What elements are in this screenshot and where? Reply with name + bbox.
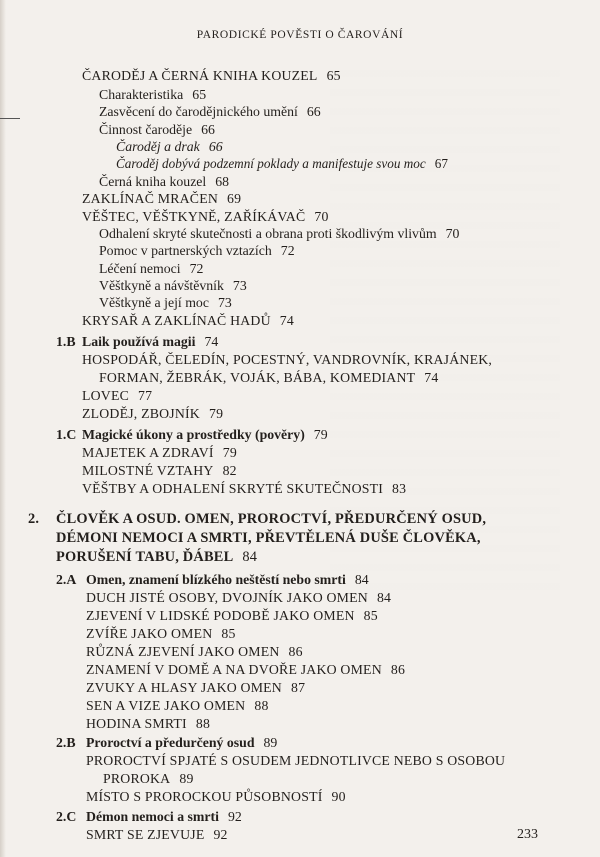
toc-entry: Černá kniha kouzel 68 bbox=[99, 174, 230, 189]
toc-entry: MILOSTNÉ VZTAHY 82 bbox=[82, 463, 237, 478]
toc-chapter-heading: DÉMONI NEMOCI A SMRTI, PŘEVTĚLENÁ DUŠE ČLOVĚKA, bbox=[56, 530, 481, 546]
toc-entry: HODINA SMRTI 88 bbox=[86, 716, 211, 731]
running-header: PARODICKÉ POVĚSTI O ČAROVÁNÍ bbox=[196, 29, 404, 41]
toc-entry: PROROKA 89 bbox=[103, 771, 194, 786]
toc-entry: VĚŠTEC, VĚŠTKYNĚ, ZAŘÍKÁVAČ 70 bbox=[82, 209, 329, 224]
toc-section-heading: 2.B Proroctví a předurčený osud 89 bbox=[56, 735, 278, 750]
toc-entry: VĚŠTBY A ODHALENÍ SKRYTÉ SKUTEČNOSTI 83 bbox=[82, 481, 407, 496]
toc-entry: MÍSTO S PROROCKOU PŮSOBNOSTÍ 90 bbox=[86, 789, 346, 804]
toc-entry: Léčení nemoci 72 bbox=[99, 261, 204, 276]
toc-entry: Zasvěcení do čarodějnického umění 66 bbox=[99, 104, 321, 119]
toc-section-heading: 2.A Omen, znamení blízkého neštěstí nebo smrti 84 bbox=[56, 572, 369, 587]
toc-chapter-heading: 2. ČLOVĚK A OSUD. OMEN, PROROCTVÍ, PŘEDURČENÝ OSUD, bbox=[28, 511, 487, 527]
toc-entry: Věštkyně a návštěvník 73 bbox=[99, 278, 247, 293]
toc-entry: FORMAN, ŽEBRÁK, VOJÁK, BÁBA, KOMEDIANT 74 bbox=[99, 370, 439, 385]
toc-entry: HOSPODÁŘ, ČELEDÍN, POCESTNÝ, VANDROVNÍK, KRAJÁNEK, bbox=[82, 352, 493, 367]
toc-entry: ZLODĚJ, ZBOJNÍK 79 bbox=[82, 406, 224, 421]
margin-rule bbox=[0, 118, 20, 119]
toc-entry: SMRT SE ZJEVUJE 92 bbox=[86, 827, 228, 842]
toc-section-heading: 1.C Magické úkony a prostředky (pověry) 79 bbox=[56, 427, 328, 442]
toc-entry: PROROCTVÍ SPJATÉ S OSUDEM JEDNOTLIVCE NEBO S OSOBOU bbox=[86, 753, 506, 768]
toc-entry: Charakteristika 65 bbox=[99, 87, 207, 102]
toc-entry: DUCH JISTÉ OSOBY, DVOJNÍK JAKO OMEN 84 bbox=[86, 590, 392, 605]
toc-entry: Pomoc v partnerských vztazích 72 bbox=[99, 243, 295, 258]
toc-entry: SEN A VIZE JAKO OMEN 88 bbox=[86, 698, 269, 713]
page-number: 233 bbox=[517, 827, 538, 842]
toc-chapter-heading: PORUŠENÍ TABU, ĎÁBEL 84 bbox=[56, 549, 258, 565]
toc-entry: ZNAMENÍ V DOMĚ A NA DVOŘE JAKO OMEN 86 bbox=[86, 662, 406, 677]
toc-entry: ZVÍŘE JAKO OMEN 85 bbox=[86, 626, 236, 641]
toc-section-heading: 2.C Démon nemoci a smrti 92 bbox=[56, 809, 242, 824]
toc-entry: MAJETEK A ZDRAVÍ 79 bbox=[82, 445, 237, 460]
toc-entry: RŮZNÁ ZJEVENÍ JAKO OMEN 86 bbox=[86, 644, 303, 659]
toc-section-heading: 1.B Laik používá magii 74 bbox=[56, 334, 219, 349]
toc-entry: LOVEC 77 bbox=[82, 388, 153, 403]
toc-entry: Věštkyně a její moc 73 bbox=[99, 295, 232, 310]
toc-entry: ZJEVENÍ V LIDSKÉ PODOBĚ JAKO OMEN 85 bbox=[86, 608, 378, 623]
toc-entry: ZVUKY A HLASY JAKO OMEN 87 bbox=[86, 680, 306, 695]
toc-entry: Odhalení skryté skutečnosti a obrana proti škodlivým vlivům 70 bbox=[99, 226, 460, 241]
toc-entry: Čaroděj a drak 66 bbox=[116, 139, 223, 154]
toc-entry: Činnost čaroděje 66 bbox=[99, 122, 215, 137]
page-edge-shadow bbox=[0, 0, 6, 857]
toc-entry: Čaroděj dobývá podzemní poklady a manifestuje svou moc 67 bbox=[116, 156, 448, 171]
toc-entry: ZAKLÍNAČ MRAČEN 69 bbox=[82, 191, 242, 206]
toc-entry: KRYSAŘ A ZAKLÍNAČ HADŮ 74 bbox=[82, 313, 294, 328]
toc-entry: ČARODĚJ A ČERNÁ KNIHA KOUZEL 65 bbox=[82, 68, 341, 83]
